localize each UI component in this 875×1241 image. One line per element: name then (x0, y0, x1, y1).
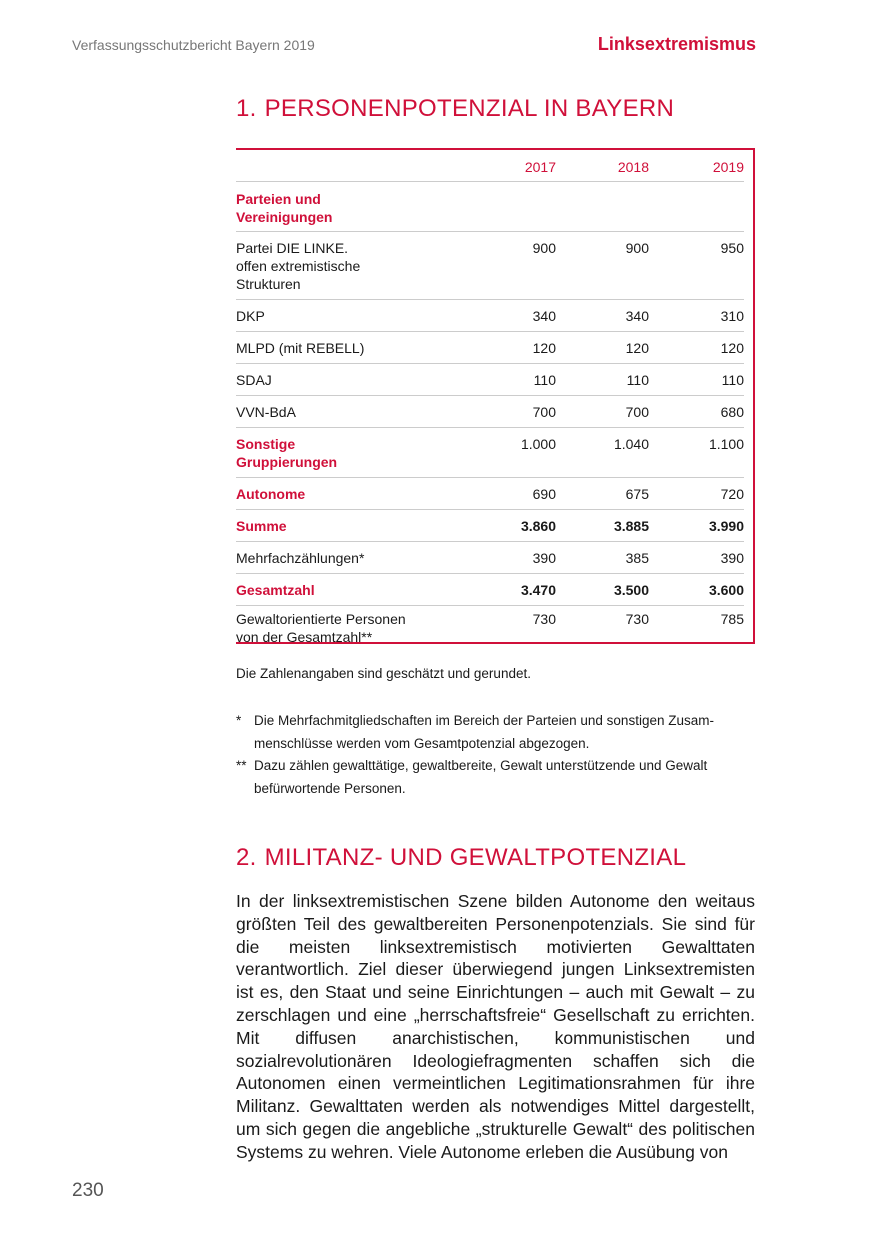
year-header-2019: 2019 (712, 159, 744, 175)
cell-2018: 3.500 (613, 582, 649, 598)
footnote (236, 709, 756, 755)
cell-2018: 385 (625, 550, 649, 566)
table-row (236, 232, 744, 300)
cell-2017: 1.000 (520, 436, 556, 452)
cell-2019: 785 (720, 611, 744, 627)
cell-2019 (649, 182, 744, 232)
row-label: Partei DIE LINKE. offen extremistische Strukturen (236, 240, 361, 292)
cell-2017: 110 (533, 372, 556, 388)
table-row (236, 478, 744, 510)
cell-2018: 1.040 (613, 436, 649, 452)
row-label: Summe (236, 518, 287, 534)
year-header-2017: 2017 (524, 159, 556, 175)
cell-2017: 120 (532, 340, 556, 356)
cell-2017 (463, 182, 556, 232)
cell-2018: 730 (625, 611, 649, 627)
cell-2018: 340 (625, 308, 649, 324)
table-row (236, 510, 744, 542)
table-note: Die Zahlenangaben sind geschätzt und gerundet. (236, 666, 531, 681)
row-label: Parteien und Vereinigungen (236, 191, 333, 225)
cell-2019: 1.100 (708, 436, 744, 452)
row-label: DKP (236, 308, 265, 324)
row-label: VVN-BdA (236, 404, 296, 420)
table-row (236, 396, 744, 428)
table-row (236, 182, 744, 232)
body-paragraph: In der linksextremistischen Szene bilden Autonome den weitaus größten Teil des gewaltbereiten Personenpotenzials. Sie sind für die meisten linksextremistisch motivierten Gewalttaten verantwortlich. Ziel dieser überwiegend jungen Linksextremisten ist es, den Staat und seine Einrichtungen – auch mit Gewalt – zu zerschlagen und eine „herrschaftsfreie“ Gesellschaft zu errichten. Mit diffusen anarchistischen, kommunistischen und sozialrevolutionären Ideologiefragmenten schaffen sich die Autonomen einen vermeintlichen Legitimationsrahmen für ihre Militanz. Gewalttaten werden als notwendiges Mittel dargestellt, um sich gegen die angebliche „strukturelle Gewalt“ des politischen Systems zu wehren. Viele Autonome erleben die Ausübung von (236, 891, 755, 1162)
cell-2018: 110 (626, 372, 649, 388)
table-row (236, 300, 744, 332)
cell-2017: 900 (532, 240, 556, 256)
cell-2018: 700 (625, 404, 649, 420)
footnote (236, 754, 756, 800)
personenpotenzial-table (236, 148, 755, 644)
row-label: SDAJ (236, 372, 272, 388)
cell-2017: 730 (532, 611, 556, 627)
table-header-row (236, 150, 744, 182)
cell-2019: 720 (720, 486, 744, 502)
row-label: Autonome (236, 486, 306, 502)
header-empty (236, 150, 463, 182)
cell-2018: 120 (625, 340, 649, 356)
cell-2019: 110 (721, 372, 744, 388)
cell-2017: 390 (532, 550, 556, 566)
cell-2018: 675 (625, 486, 649, 502)
running-header-section: Linksextremismus (597, 34, 756, 54)
running-header-title: Verfassungsschutzbericht Bayern 2019 (72, 37, 315, 53)
cell-2017: 690 (532, 486, 556, 502)
footnote-text: Die Mehrfachmitgliedschaften im Bereich der Parteien und sonstigen Zusam- menschlüsse werden vom Gesamtpotenzial abgezogen. (254, 713, 714, 751)
cell-2019: 3.990 (708, 518, 744, 534)
table-row (236, 364, 744, 396)
cell-2017: 3.860 (520, 518, 556, 534)
row-label: Gewaltorientierte Personen von der Gesamtzahl** (236, 611, 406, 645)
cell-2019: 3.600 (708, 582, 744, 598)
section-number: 2. (236, 844, 257, 871)
row-label: Sonstige Gruppierungen (236, 436, 338, 470)
section-title: PERSONENPOTENZIAL IN BAYERN (264, 95, 675, 122)
cell-2017: 700 (532, 404, 556, 420)
cell-2018: 900 (625, 240, 649, 256)
year-header-2018: 2018 (617, 159, 649, 175)
footnote-mark: * (236, 713, 242, 728)
row-label: Gesamtzahl (236, 582, 315, 598)
row-label: MLPD (mit REBELL) (236, 340, 365, 356)
table-row (236, 574, 744, 606)
page-number: 230 (72, 1180, 104, 1201)
table-row (236, 606, 744, 653)
footnote-mark: ** (236, 758, 247, 773)
table-row (236, 332, 744, 364)
cell-2017: 3.470 (520, 582, 556, 598)
table-row (236, 542, 744, 574)
row-label: Mehrfachzählungen* (236, 550, 365, 566)
cell-2019: 310 (720, 308, 744, 324)
cell-2019: 120 (720, 340, 744, 356)
section-title: MILITANZ- UND GEWALTPOTENZIAL (264, 844, 687, 871)
footnote-text: Dazu zählen gewalttätige, gewaltbereite, Gewalt unterstützende und Gewalt befürwortende Personen. (254, 758, 708, 796)
cell-2017: 340 (532, 308, 556, 324)
table-row (236, 428, 744, 478)
cell-2019: 390 (720, 550, 744, 566)
section-heading-1 (236, 95, 674, 123)
section-number: 1. (236, 95, 257, 122)
cell-2018 (556, 182, 649, 232)
section-heading-2 (236, 844, 686, 872)
cell-2019: 950 (720, 240, 744, 256)
cell-2019: 680 (720, 404, 744, 420)
cell-2018: 3.885 (613, 518, 649, 534)
